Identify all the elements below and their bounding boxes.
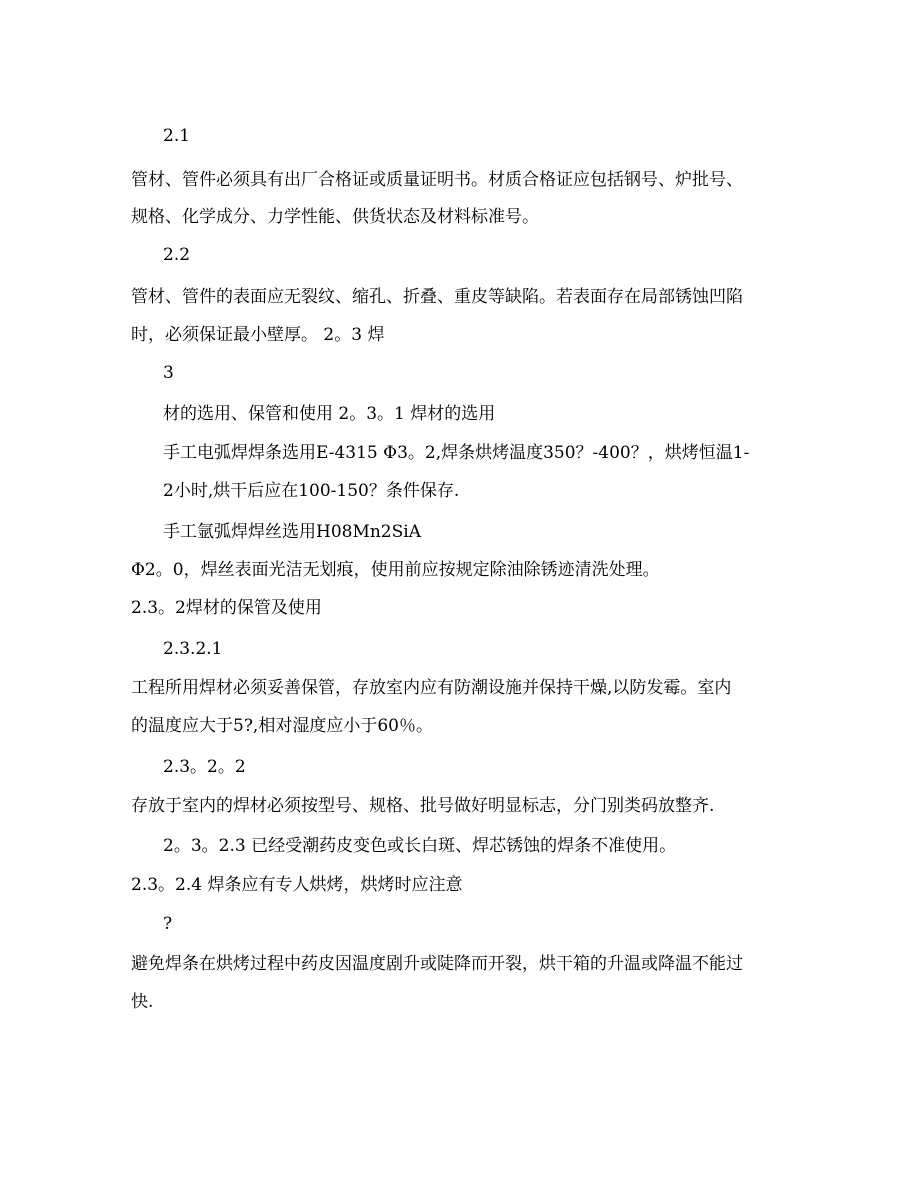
text-line: 2.3.2.1	[163, 639, 223, 659]
text-line: 时，必须保证最小壁厚。 2。3 焊	[131, 325, 385, 345]
text-line: 规格、化学成分、力学性能、供货状态及材料标准号。	[131, 207, 539, 227]
text-line: Φ2。0，焊丝表面光洁无划痕，使用前应按规定除油除锈迹清洗处理。	[131, 560, 660, 580]
text-line: 快.	[131, 992, 154, 1012]
text-line: 存放于室内的焊材必须按型号、规格、批号做好明显标志，分门别类码放整齐.	[131, 796, 715, 816]
text-line: 手工氩弧焊焊丝选用H08Mn2SiA	[163, 522, 421, 542]
text-line: 2小时,烘干后应在100-150？条件保存.	[163, 481, 460, 501]
text-line: 避免焊条在烘烤过程中药皮因温度剧升或陡降而开裂，烘干箱的升温或降温不能过	[131, 954, 743, 974]
text-line: 3	[163, 363, 174, 383]
text-line: 2.3。2.4 焊条应有专人烘烤，烘烤时应注意	[131, 875, 463, 895]
text-line: 2。3。2.3 已经受潮药皮变色或长白斑、焊芯锈蚀的焊条不准使用。	[163, 836, 677, 856]
text-line: 2.3。2。2	[163, 757, 246, 777]
text-line: 管材、管件的表面应无裂纹、缩孔、折叠、重皮等缺陷。若表面存在局部锈蚀凹陷	[131, 287, 743, 307]
text-line: 工程所用焊材必须妥善保管，存放室内应有防潮设施并保持干燥,以防发霉。室内	[131, 678, 732, 698]
text-line: 手工电弧焊焊条选用E-4315 Φ3。2,焊条烘烤温度350？-400？，烘烤恒温1-	[163, 443, 750, 463]
text-line: 2.1	[163, 126, 191, 146]
text-line: 2.2	[163, 245, 191, 265]
text-line: ?	[163, 914, 173, 934]
text-line: 的温度应大于5?,相对湿度应小于60％。	[131, 716, 433, 736]
text-line: 管材、管件必须具有出厂合格证或质量证明书。材质合格证应包括钢号、炉批号、	[131, 170, 743, 190]
text-line: 材的选用、保管和使用 2。3。1 焊材的选用	[163, 404, 496, 424]
text-line: 2.3。2焊材的保管及使用	[131, 598, 322, 618]
